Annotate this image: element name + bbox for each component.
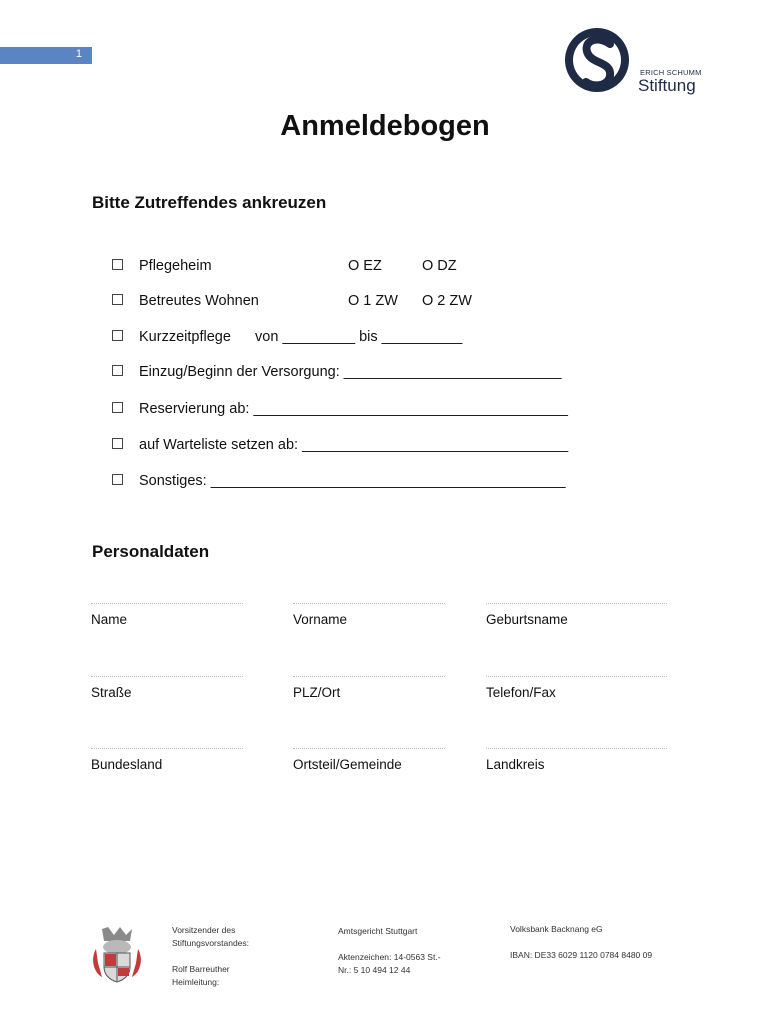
strasse-field-line[interactable] [91, 676, 243, 677]
logo-text-line2: Stiftung [638, 76, 696, 95]
logo-text-line1: ERICH SCHUMM [640, 68, 702, 77]
ortsteil-label: Ortsteil/Gemeinde [293, 757, 402, 772]
page-number: 1 [75, 48, 82, 60]
option-sonstiges[interactable] [112, 473, 566, 489]
radio-1zw[interactable]: O 1 ZW [348, 293, 398, 309]
footer-bank-details: Volksbank Backnang eG IBAN: DE33 6029 1120 0784 8480 09 [510, 924, 653, 960]
plz-ort-field-line[interactable] [293, 676, 445, 677]
checkbox[interactable] [112, 474, 123, 485]
telefon-fax-field-line[interactable] [486, 676, 667, 677]
checkbox[interactable] [112, 330, 123, 341]
radio-2zw[interactable]: O 2 ZW [422, 293, 472, 309]
geburtsname-field-line[interactable] [486, 603, 667, 604]
coat-of-arms-crest [88, 923, 146, 983]
vorname-label: Vorname [293, 612, 348, 627]
option-kurzzeitpflege[interactable] [112, 329, 462, 345]
option-label: Pflegeheim [139, 258, 212, 274]
name-label: Name [91, 612, 128, 627]
option-pflegeheim[interactable] [112, 258, 212, 274]
checkbox[interactable] [112, 259, 123, 270]
option-label: Sonstiges: ____________________________________________ [139, 473, 566, 489]
bundesland-label: Bundesland [91, 757, 163, 772]
name-field-line[interactable] [91, 603, 243, 604]
radio-dz[interactable]: O DZ [422, 258, 457, 274]
footer-court-register: Amtsgericht Stuttgart Aktenzeichen: 14-0563 St.- Nr.: 5 10 494 12 44 [338, 926, 441, 975]
landkreis-field-line[interactable] [486, 748, 667, 749]
vorname-field-line[interactable] [293, 603, 445, 604]
strasse-label: Straße [91, 685, 132, 700]
option-label: Reservierung ab: _______________________________________ [139, 401, 568, 417]
section-heading-checkboxes: Bitte Zutreffendes ankreuzen [92, 193, 327, 212]
option-label: Kurzzeitpflege von _________ bis __________ [139, 329, 463, 345]
checkbox[interactable] [112, 438, 123, 449]
option-label: Betreutes Wohnen [139, 293, 259, 309]
option-betreutes-wohnen[interactable] [112, 293, 259, 309]
plz-ort-label: PLZ/Ort [293, 685, 341, 700]
page-number-tab [0, 47, 92, 64]
checkbox[interactable] [112, 402, 123, 413]
footer-board-chair: Vorsitzender des Stiftungsvorstandes: Rolf Barreuther Heimleitung: [172, 925, 250, 987]
option-label: auf Warteliste setzen ab: _________________________________ [139, 437, 569, 453]
radio-ez[interactable]: O EZ [348, 258, 382, 274]
section-heading-personal-data: Personaldaten [92, 542, 210, 561]
landkreis-label: Landkreis [486, 757, 545, 772]
ortsteil-field-line[interactable] [293, 748, 445, 749]
checkbox[interactable] [112, 294, 123, 305]
bundesland-field-line[interactable] [91, 748, 243, 749]
telefon-fax-label: Telefon/Fax [486, 685, 556, 700]
option-einzug[interactable] [112, 364, 561, 380]
option-warteliste[interactable] [112, 437, 568, 453]
option-reservierung[interactable] [112, 401, 568, 417]
checkbox[interactable] [112, 365, 123, 376]
page-title: Anmeldebogen [280, 110, 490, 142]
option-label: Einzug/Beginn der Versorgung: ___________________________ [139, 364, 562, 380]
geburtsname-label: Geburtsname [486, 612, 568, 627]
